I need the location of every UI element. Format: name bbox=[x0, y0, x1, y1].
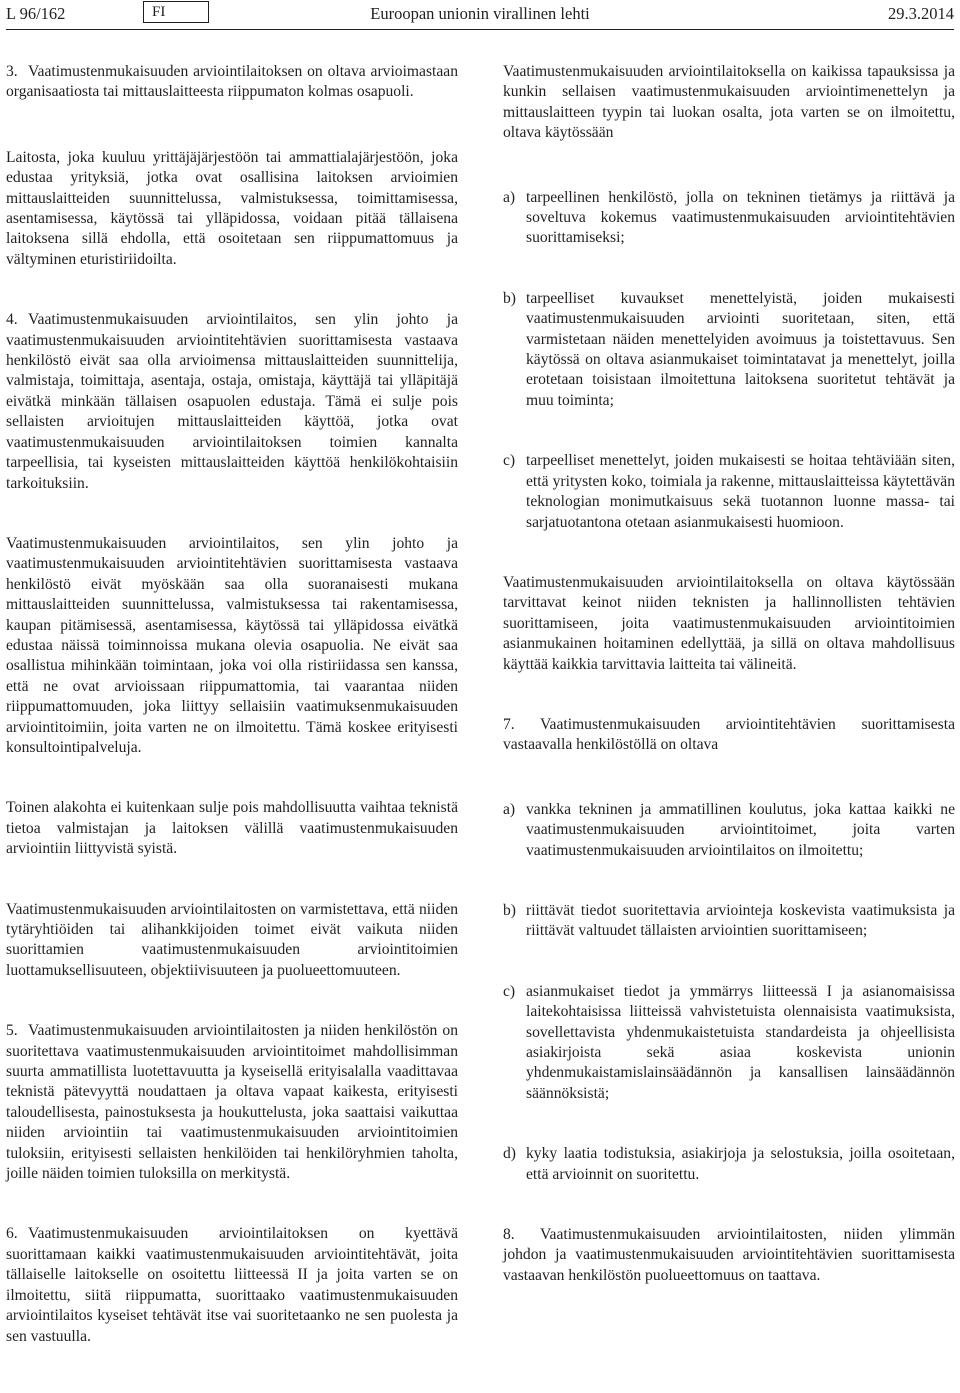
paragraph-text: Vaatimustenmukaisuuden arviointilaitoksen on kyettävä suorittamaan kaikki vaatimustenmukaisuuden arviointitehtävät, joita tällaiselle laitokselle on osoitettu liitteessä II ja joita varten se on ilmoitettu, siitä riippumatta, suorittaako vaatimustenmukaisuuden arviointilaitos kyseiset tehtävät itse vai suoritetaanko ne sen puolesta ja sen vastuulla. bbox=[6, 1225, 458, 1345]
right-column bbox=[503, 62, 955, 1286]
list-item-7a bbox=[503, 800, 955, 861]
list-label: c) bbox=[503, 982, 516, 1000]
paragraph-number: 6. bbox=[6, 1225, 18, 1243]
list-label: d) bbox=[503, 1145, 516, 1163]
list-text: tarpeelliset menettelyt, joiden mukaisesti se hoitaa tehtäviään siten, että yritysten koko, toimiala ja rakenne, mittauslaitteissa käytettävän teknologian monimutkaisuus sekä tuotannon luonne massa- tai sarjatuotantona otetaan asianmukaisesti huomioon. bbox=[526, 452, 955, 531]
list-item-7c bbox=[503, 982, 955, 1104]
paragraph-6 bbox=[6, 1224, 458, 1346]
list-text: riittävät tiedot suoritettavia arviointeja koskevista vaatimuksista ja riittävät valtuudet tällaisten arviointien suorittamiseen; bbox=[526, 901, 955, 940]
paragraph-number: 5. bbox=[6, 1022, 18, 1040]
paragraph-5 bbox=[6, 1021, 458, 1184]
paragraph-4 bbox=[6, 310, 458, 494]
list-text: tarpeelliset kuvaukset menettelyistä, joiden mukaisesti vaatimustenmukaisuuden arviointi suoritetaan, siten, että varmistetaan näiden menettelyiden avoimuus ja toistettavuus. Sen käytössä on oltava asianmukaiset toimintatavat ja menettelyt, joilla erotetaan toisistaan ilmoitettuna laitoksena suoritetut tehtävät ja muu toiminta; bbox=[526, 289, 955, 409]
paragraph-4-subparagraph-3: Toinen alakohta ei kuitenkaan sulje pois mahdollisuutta vaihtaa teknistä tietoa valmistajan ja laitoksen välillä vaatimustenmukaisuuden arviointiin liittyvistä syistä. bbox=[6, 799, 458, 858]
page-reference: L 96/162 bbox=[6, 4, 66, 23]
paragraph-6-subparagraph-2: Vaatimustenmukaisuuden arviointilaitoksella on oltava käytössään tarvittavat keinot niiden teknisten ja hallinnollisten tehtävien suorittamiseen, joita vaatimustenmukaisuuden arviointitoimien asianmukainen hoitaminen edellyttää, ja sillä on oltava mahdollisuus käyttää kaikkia tarvittavia laitteita tai välineitä. bbox=[503, 573, 955, 673]
language-code-box: FI bbox=[143, 1, 209, 23]
list-item-6a bbox=[503, 188, 955, 249]
paragraph-text: Vaatimustenmukaisuuden arviointitehtävien suorittamisesta vastaavalla henkilöstöllä on oltava bbox=[503, 715, 955, 754]
left-column bbox=[6, 62, 458, 1347]
paragraph-number: 7. bbox=[503, 715, 515, 733]
publication-date: 29.3.2014 bbox=[888, 4, 954, 23]
paragraph-number: 3. bbox=[6, 63, 18, 80]
list-item-6c bbox=[503, 451, 955, 533]
list-text: kyky laatia todistuksia, asiakirjoja ja selostuksia, joilla osoitetaan, että arvioinnit on suoritettu. bbox=[526, 1145, 955, 1183]
list-label: b) bbox=[503, 901, 516, 919]
paragraph-number: 4. bbox=[6, 311, 18, 329]
journal-title: Euroopan unionin virallinen lehti bbox=[370, 4, 590, 23]
paragraph-4-subparagraph-2: Vaatimustenmukaisuuden arviointilaitos, sen ylin johto ja vaatimustenmukaisuuden arviointitehtävien suorittamisesta vastaava henkilöstö eivät myöskään saa olla suoranaisesti mukana mittauslaitteiden suunnittelussa, valmistuksessa tai rakentamisessa, kaupan pitämisessä, asentamisessa, käytössä tai ylläpidossa eivätkä edustaa näissä toiminnoissa mukana olevia osapuolia. Ne eivät saa osallistua mihinkään toimintaan, joka voi olla ristiriidassa sen kanssa, että ne ovat arvioissaan riippumattomia, tai vaarantaa niiden riippumattomuuden, joka liittyy sellaisiin vaatimuksenmukaisuuden arviointitoimiin, joita varten ne on ilmoitettu. Tämä koskee erityisesti konsultointipalveluja. bbox=[6, 534, 458, 756]
paragraph-3-subparagraph: Laitosta, joka kuuluu yrittäjäjärjestöön tai ammattialajärjestöön, joka edustaa yrityksiä, jotka ovat osallisina laitoksen arvioimien mittauslaitteiden suunnittelussa, valmistuksessa, toimittamisessa, asentamisessa, käytössä tai ylläpidossa, voidaan pitää tällaisena laitoksena sillä ehdolla, että osoitetaan sen riippumattomuus ja vältyminen eturistiriidoilta. bbox=[6, 148, 458, 268]
paragraph-3 bbox=[6, 62, 458, 103]
paragraph-text: Vaatimustenmukaisuuden arviointilaitoksen on oltava arvioimastaan organisaatiosta tai mittauslaitteesta riippumaton kolmas osapuoli. bbox=[6, 63, 458, 101]
list-label: b) bbox=[503, 289, 516, 307]
list-label: a) bbox=[503, 188, 516, 206]
paragraph-6-intro: Vaatimustenmukaisuuden arviointilaitoksella on kaikissa tapauksissa ja kunkin sellaisen vaatimustenmukaisuuden arviointimenettelyn ja mittauslaitteen tyypin tai luokan osalta, jota varten se on ilmoitettu, oltava käytössään bbox=[503, 63, 955, 142]
list-text: asianmukaiset tiedot ja ymmärrys liitteessä I ja asianomaisissa laitekohtaisissa liitteissä vahvistetuista olennaisista vaatimuksista, sovellettavista yhdenmukaistetuista standardeista ja ohjeellisista asiakirjoista sekä asiaa koskevista unionin yhdenmukaistamislainsäädännön ja kansallisen lainsäädännön säännöksistä; bbox=[526, 982, 955, 1102]
list-text: tarpeellinen henkilöstö, jolla on tekninen tietämys ja riittävä ja soveltuva kokemus vaatimustenmukaisuuden arviointitehtävien suorittamiseksi; bbox=[526, 188, 955, 247]
paragraph-4-subparagraph-4: Vaatimustenmukaisuuden arviointilaitosten on varmistettava, että niiden tytäryhtiöiden tai alihankkijoiden toimet eivät vaikuta niiden suorittamien vaatimustenmukaisuuden arviointitoimien luottamuksellisuuteen, objektiivisuuteen ja puolueettomuuteen. bbox=[6, 900, 458, 979]
list-item-7d bbox=[503, 1144, 955, 1185]
list-label: c) bbox=[503, 452, 516, 470]
paragraph-7 bbox=[503, 715, 955, 756]
paragraph-text: Vaatimustenmukaisuuden arviointilaitosten ja niiden henkilöstön on suoritettava vaatimustenmukaisuuden arviointitoimet mahdollisimman suurta ammatillista luotettavuutta ja kyseisellä erityisalalla vaadittavaa teknistä pätevyyttä noudattaen ja oltava vapaat kaikesta, erityisesti taloudellisesta, painostuksesta ja houkuttelusta, joka saattaisi vaikuttaa niiden arviointiin tai vaatimustenmukaisuuden arviointitoimien tuloksiin, erityisesti sellaisten henkilöiden tai henkilöryhmien taholta, joille näiden toimien tuloksilla on merkitystä. bbox=[6, 1022, 458, 1183]
list-label: a) bbox=[503, 800, 516, 818]
paragraph-text: Vaatimustenmukaisuuden arviointilaitosten, niiden ylimmän johdon ja vaatimustenmukaisuuden arviointitehtävien suorittamisesta vastaavan henkilöstön puolueettomuus on taattava. bbox=[503, 1226, 955, 1284]
list-item-6b bbox=[503, 289, 955, 411]
paragraph-text: Vaatimustenmukaisuuden arviointilaitos, sen ylin johto ja vaatimustenmukaisuuden arviointitehtävien suorittamisesta vastaava henkilöstö eivät saa olla arvioimensa mittauslaitteiden suunnittelija, valmistaja, toimittaja, asentaja, ostaja, omistaja, käyttäjä tai ylläpitäjä eivätkä minkään tällaisen osapuolen edustaja. Tämä ei sulje pois sellaisten arvioitujen mittauslaitteiden käyttöä, jotka ovat vaatimustenmukaisuuden arviointilaitoksen toimien kannalta tarpeellisia, tai kyseisten mittauslaitteiden käyttöä henkilökohtaisiin tarkoituksiin. bbox=[6, 311, 458, 492]
paragraph-8 bbox=[503, 1225, 955, 1286]
list-text: vankka tekninen ja ammatillinen koulutus, joka kattaa kaikki ne vaatimustenmukaisuuden arviointitoimet, joita varten vaatimustenmukaisuuden arviointilaitos on ilmoitettu; bbox=[526, 800, 955, 859]
paragraph-number: 8. bbox=[503, 1226, 515, 1244]
header-rule bbox=[6, 29, 954, 30]
list-item-7b bbox=[503, 901, 955, 942]
